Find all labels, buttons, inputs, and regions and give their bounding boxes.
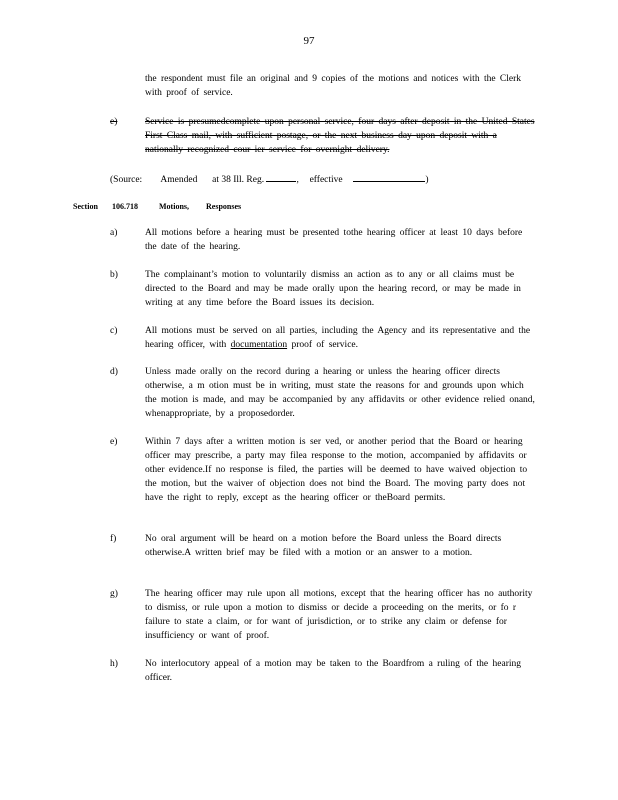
item-e-label: e) [110, 437, 118, 447]
intro-paragraph: the respondent must file an original and 9 copies of the motions and notices with the Clerk with proof of service. [145, 74, 522, 98]
item-c-text-after: proof of service. [291, 340, 358, 350]
item-e-text: Within 7 days after a written motion is ser ved, or another period that the Board or hearing officer may prescribe, a party may filea response to the motion, accompanied by affidavits or other evidence.If no response is filed, the parties will be deemed to have waived objection to the motion, but the waiver of objection does not bind the Board. The moving party does not have the right to reply, except as the hearing officer or theBoard permits. [145, 437, 528, 503]
source-close: ) [425, 175, 429, 185]
item-c-text [145, 324, 537, 352]
item-d-label: d) [110, 367, 118, 377]
item-d-text: Unless made orally on the record during a hearing or unless the hearing officer directs otherwise, a m otion must be in writing, must state the reasons for and grounds upon which the motion is made, and may be accompanied by any affidavits or other evidence relied onand, whenappropriate, by a proposedorder. [145, 367, 535, 419]
item-a-label: a) [110, 228, 118, 238]
source-effective: effective [309, 175, 343, 185]
item-c-underlined: documentation [230, 340, 288, 350]
section-title-2: Responses [206, 202, 242, 211]
source-blank-effective [353, 172, 425, 182]
item-b-label: b) [110, 270, 118, 280]
item-b-text: The complainant’s motion to voluntarily dismiss an action as to any or all claims must be directed to the Board and may be made orally upon the hearing record, or may be made in writing at any time before the Board issues its decision. [145, 270, 521, 308]
item-e-previous-label: e) [110, 117, 118, 127]
section-title: Motions, [159, 202, 189, 211]
item-f-label: f) [110, 534, 117, 544]
source-prefix: (Source: [110, 175, 143, 185]
item-h-text: No interlocutory appeal of a motion may be taken to the Boardfrom a ruling of the hearing officer. [145, 659, 522, 683]
source-reg: at 38 Ill. Reg. [212, 175, 265, 185]
item-e-previous-text: Service is presumedcomplete upon personal service, four days after deposit in the United States First Class mail, with sufficient postage, or the next business day upon deposit with a nationally recognized cour ier service for overnight delivery. [145, 117, 535, 155]
item-h-label: h) [110, 659, 118, 669]
source-note [110, 172, 429, 187]
section-number: 106.718 [112, 202, 138, 211]
source-comma: , [296, 175, 299, 185]
item-g-label: g) [110, 589, 118, 599]
item-c-label: c) [110, 326, 118, 336]
page-number: 97 [303, 35, 315, 47]
source-amended: Amended [160, 175, 198, 185]
item-c-text-before: All motions must be served on all parties, including the Agency and its representative and the hearing officer, with [145, 326, 531, 350]
item-g-text: The hearing officer may rule upon all motions, except that the hearing officer has no authority to dismiss, or rule upon a motion to dismiss or decide a proceeding on the merits, or fo r failure to state a claim, or for want of jurisdiction, or to strike any claim or defense for insufficiency or want of proof. [145, 589, 533, 641]
source-blank-reg [266, 172, 296, 182]
section-label: Section [73, 202, 98, 211]
item-f-text: No oral argument will be heard on a motion before the Board unless the Board directs otherwise.A written brief may be filed with a motion or an answer to a motion. [145, 534, 502, 558]
item-a-text: All motions before a hearing must be presented tothe hearing officer at least 10 days before the date of the hearing. [145, 228, 523, 252]
